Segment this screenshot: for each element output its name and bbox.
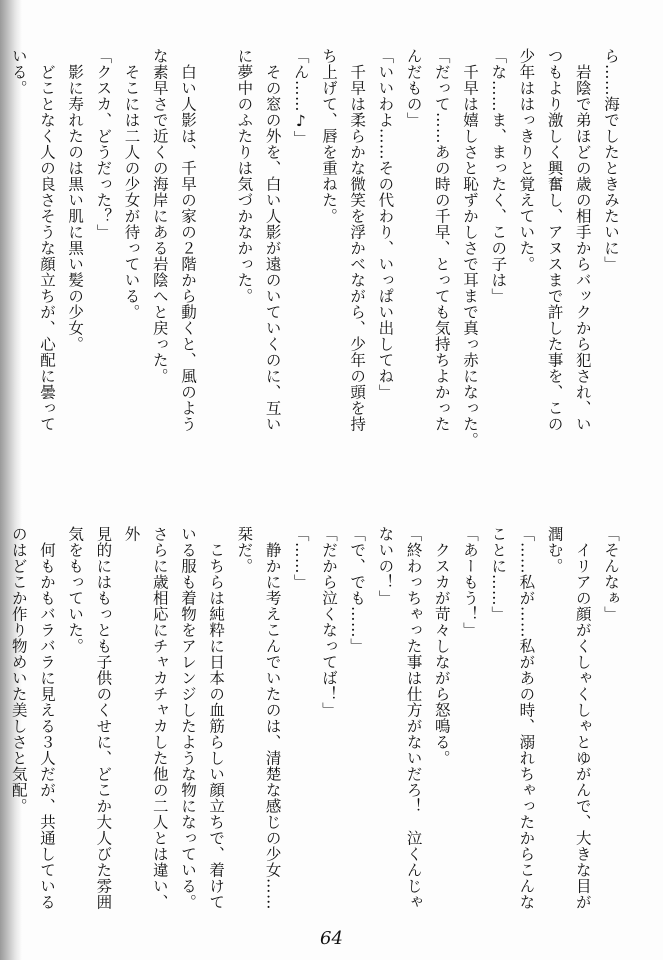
- text-line: [0, 48, 5, 488]
- text-line: ことに……」: [489, 526, 508, 622]
- text-line: 「クスカ、どうだった？」: [94, 48, 113, 240]
- text-line: 「な……ま、まったく、この子は」: [489, 48, 508, 304]
- text-line: 「で、でも……」: [348, 526, 367, 654]
- text-line: ないの！」: [376, 526, 395, 606]
- text-line: 見的にはもっとも子供のくせに、どこか大人びた雰囲: [94, 526, 113, 910]
- text-line: 何もかもバラバラに見える３人だが、共通している: [37, 526, 56, 910]
- text-line: こちらは純粋に日本の血筋らしい顔立ちで、着けて: [207, 526, 226, 910]
- text-line: イリアの顔がくしゃくしゃとゆがんで、大きな目が: [573, 526, 592, 910]
- text-line: その窓の外を、白い人影が遠のいていくのに、互い: [263, 48, 282, 432]
- text-line: 「そんなぁ」: [602, 526, 620, 622]
- text-line: いる服も着物をアレンジしたような物になっている。: [178, 526, 197, 910]
- text-line: な素早さで近くの海岸にある岩陰へと戻った。: [150, 48, 169, 384]
- text-line: いる。: [9, 48, 28, 96]
- text-line: つもより激しく興奮し、アヌスまで許した事を、この: [545, 48, 564, 432]
- text-line: 千早は嬉しさと恥ずかしさで耳まで真っ赤になった。: [460, 48, 479, 448]
- text-line: ち上げて、唇を重ねた。: [319, 48, 338, 224]
- text-line: 千早は柔らかな微笑を浮かべながら、少年の頭を持: [348, 48, 367, 432]
- text-line: クスカが苛々しながら怒鳴る。: [432, 526, 451, 766]
- text-line: 「いいわよ……その代わり、いっぱい出してね」: [376, 48, 395, 400]
- text-line: に夢中のふたりは気づかなかった。: [235, 48, 254, 304]
- text-line: 「……」: [291, 526, 310, 590]
- text-line: 岩陰で弟ほどの歳の相手からバックから犯され、い: [573, 48, 592, 432]
- text-line: そこには二人の少女が待っている。: [122, 48, 141, 320]
- text-line: 静かに考えこんでいたのは、清楚な感じの少女……栞だ。: [235, 526, 282, 910]
- text-line: [0, 526, 5, 921]
- lower-text-block: [9, 526, 625, 921]
- text-line: のはどこか作り物めいた美しさと気配。: [9, 526, 28, 814]
- page-number: 64: [320, 928, 343, 949]
- text-line: 「終わっちゃった事は仕方がないだろ！ 泣くんじゃ: [404, 526, 423, 910]
- text-line: 少年ははっきりと覚えていた。: [517, 48, 536, 272]
- text-line: 潤む。: [545, 526, 564, 574]
- text-line: 「だって……あの時の千早、とっても気持ちよかった: [432, 48, 451, 432]
- upper-text-block: [9, 48, 625, 488]
- text-line: 気をもっていた。: [66, 526, 85, 654]
- text-line: [202, 48, 230, 488]
- text-line: どことなく人の良さそうな顔立ちが、心配に曇って: [37, 48, 56, 432]
- text-line: さらに歳相応にチャカチャカした他の二人とは違い、外: [122, 526, 169, 910]
- text-line: 白い人影は、千早の家の２階から動くと、風のよう: [178, 48, 197, 432]
- text-line: ら……海でしたときみたいに」: [602, 48, 620, 272]
- text-line: 「あーもう！」: [460, 526, 479, 638]
- text-line: 影に寿れたのは黒い肌に黒い髪の少女。: [66, 48, 85, 352]
- text-line: んだもの」: [404, 48, 423, 128]
- text-line: 「ん……♪」: [291, 48, 310, 147]
- text-line: 「……私が……私があの時、溺れちゃったからこんな: [517, 526, 536, 910]
- text-line: 「だから泣くなってば！」: [319, 526, 338, 718]
